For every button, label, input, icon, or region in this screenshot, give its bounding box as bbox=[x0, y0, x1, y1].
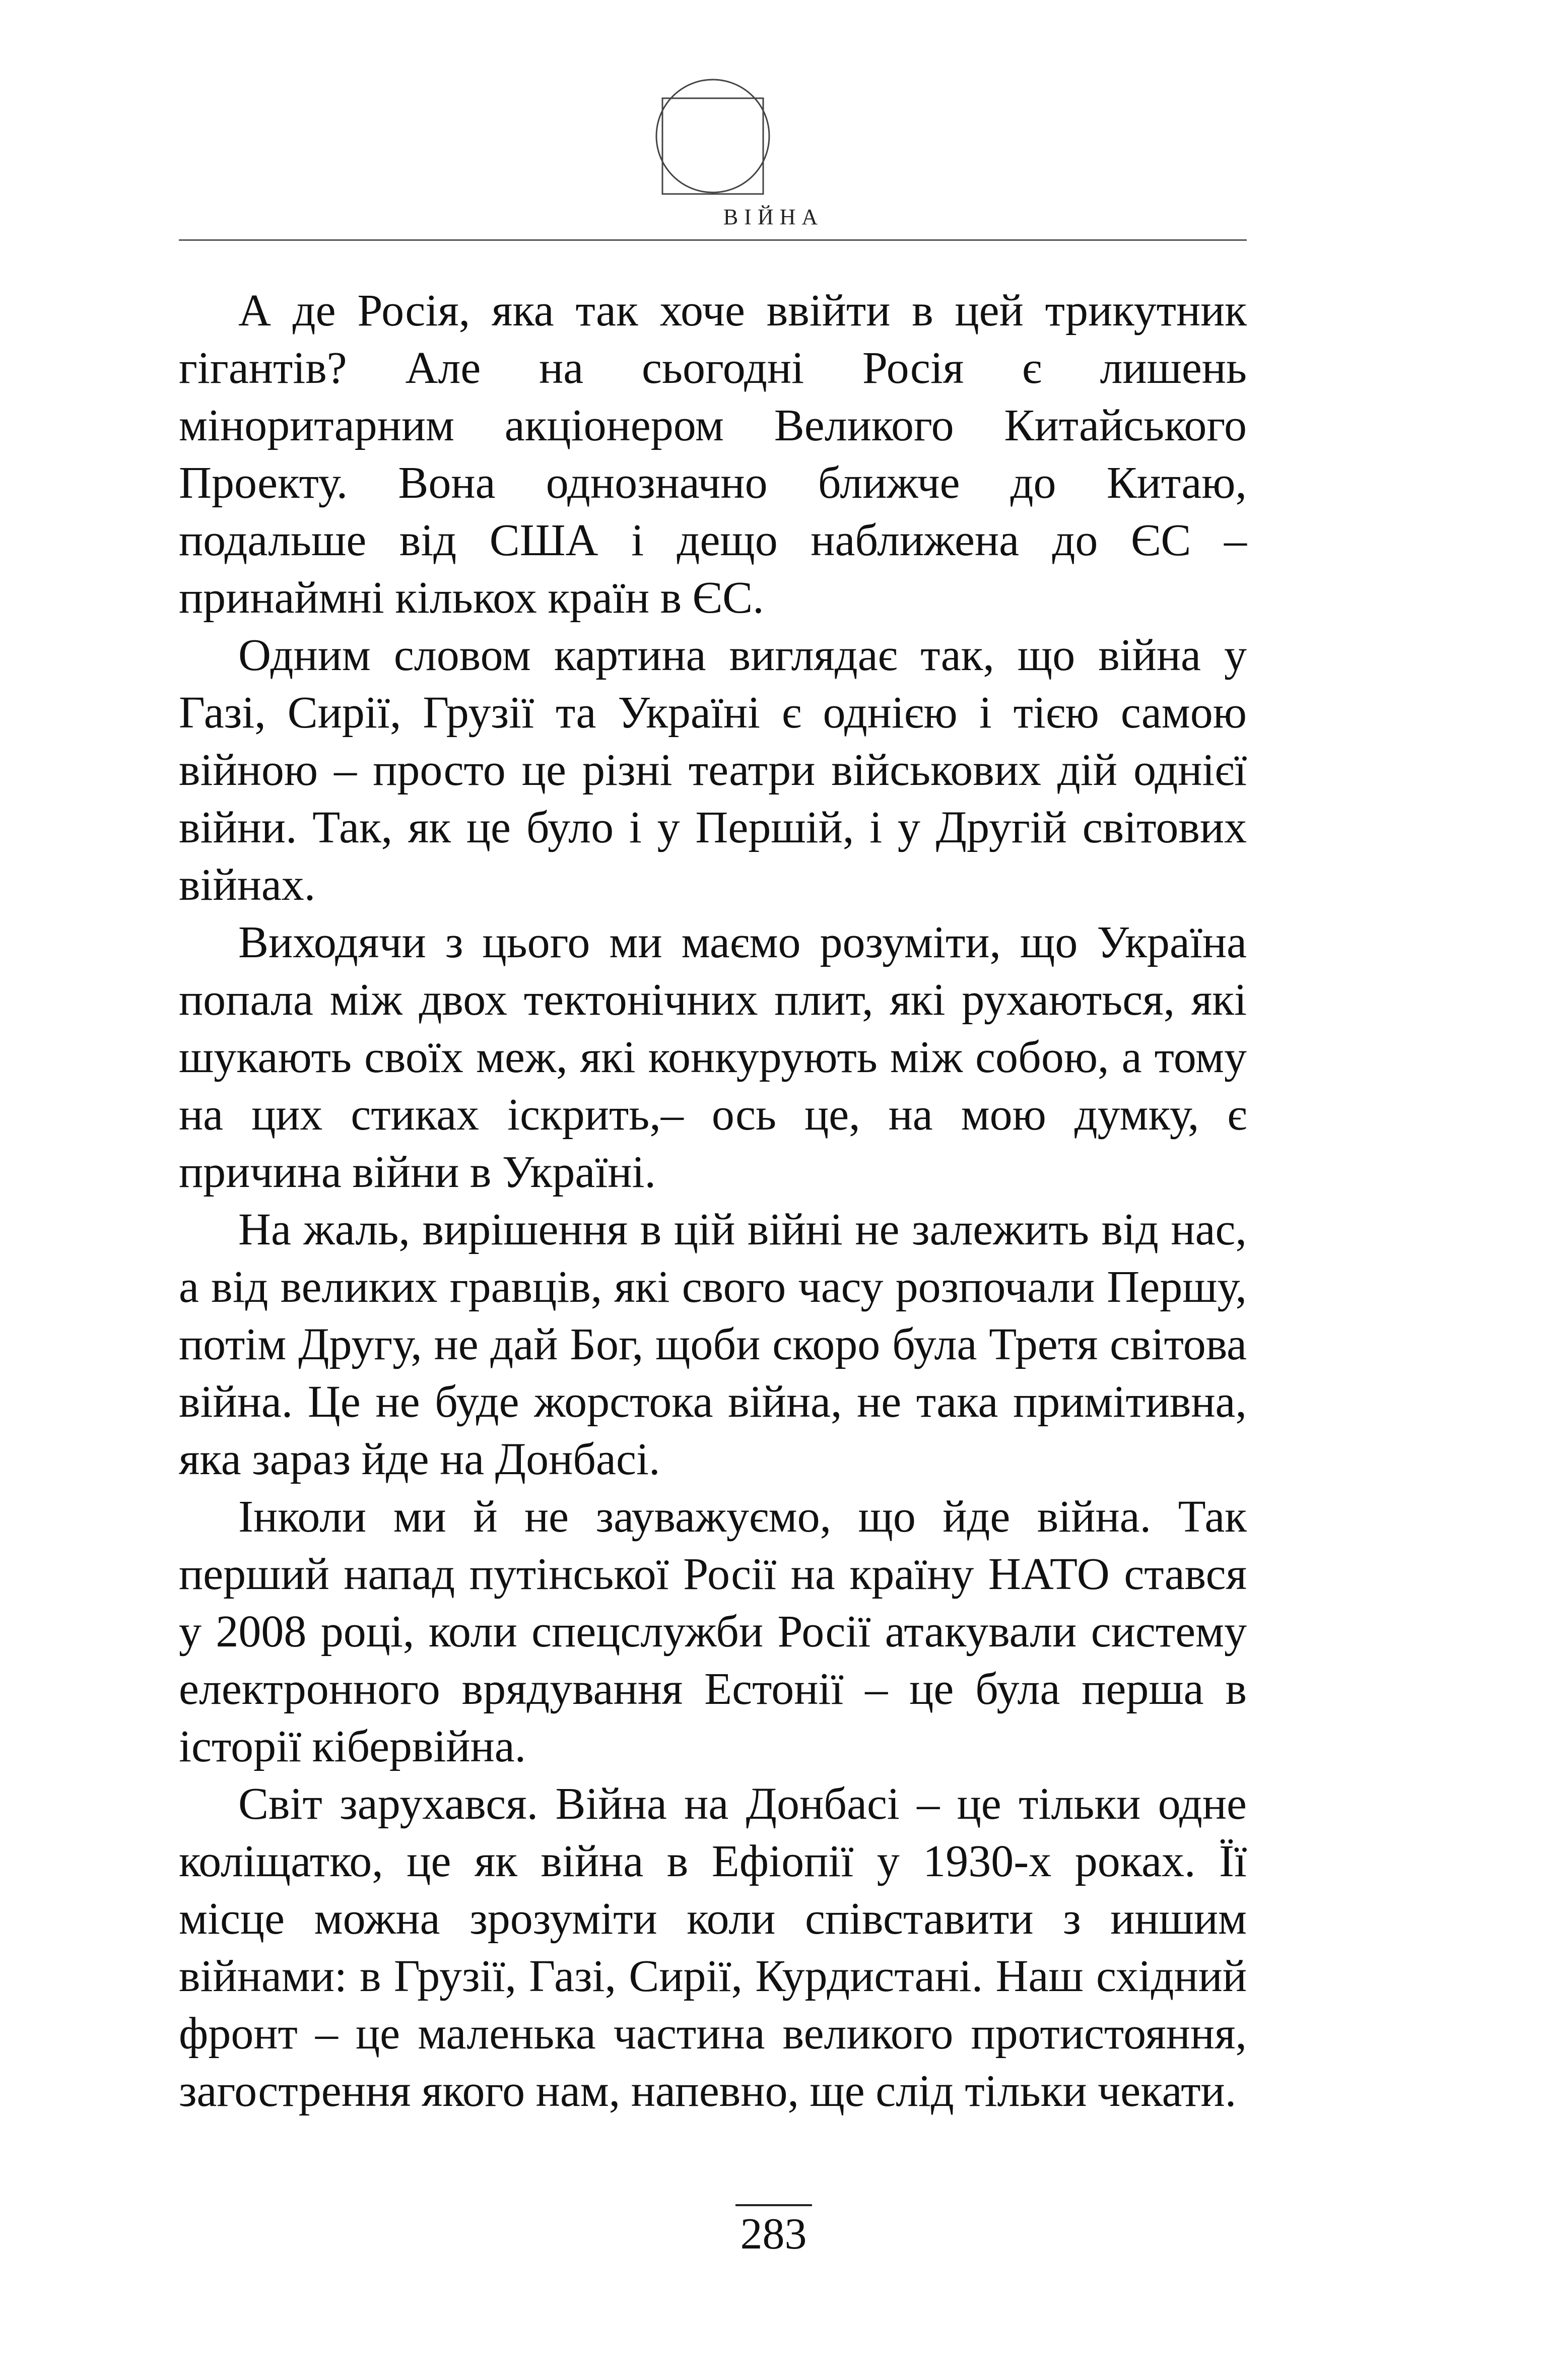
section-title: ВІЙНА bbox=[723, 205, 824, 229]
page-header bbox=[0, 0, 1547, 247]
page-footer bbox=[0, 2204, 1547, 2260]
paragraph-5: Інколи ми й не зауважуємо, що йде війна. Так перший напад путінської Росії на країну НАТО стався у 2008 році, коли спецслужби Росії атакували систему електронного врядування Естонії – це була перша в історії кібервійна. bbox=[179, 1492, 1247, 1771]
paragraph-4: На жаль, вирішення в цій війні не залежить від нас, а від великих гравців, які свого часу розпочали Першу, потім Другу, не дай Бог, щоби скоро була Третя світова війна. Це не буде жорстока війна, не така примітивна, яка зараз йде на Донбасі. bbox=[179, 1205, 1247, 1484]
paragraph-2: Одним словом картина виглядає так, що війна у Газі, Сирії, Грузії та Україні є однією і тією самою війною – просто це різні театри військових дій однієї війни. Так, як це було і у Першій, і у Другій світових війнах. bbox=[179, 630, 1247, 910]
page-number: 283 bbox=[735, 2204, 812, 2260]
paragraph-1: А де Росія, яка так хоче ввійти в цей трикутник гігантів? Але на сьогодні Росія є лишень міноритарним акціонером Великого Китайського Проекту. Вона однозначно ближче до Китаю, подальше від США і дещо наближена до ЄС – принаймні кількох країн в ЄС. bbox=[179, 286, 1247, 623]
paragraph-6: Світ зарухався. Війна на Донбасі – це тільки одне коліщатко, це як війна в Ефіопії у 1930-х роках. Її місце можна зрозуміти коли співставити з иншим війнами: в Грузії, Газі, Сирії, Курдистані. Наш східний фронт – це маленька частина великого протистояння, загострення якого нам, напевно, ще слід тільки чекати. bbox=[179, 1779, 1247, 2116]
circle-square-emblem-icon bbox=[652, 76, 773, 196]
header-divider bbox=[179, 239, 1247, 241]
page-body bbox=[179, 282, 1247, 2120]
paragraph-3: Виходячи з цього ми маємо розуміти, що Україна попала між двох тектонічних плит, які рухаються, які шукають своїх меж, які конкурують між собою, а тому на цих стиках іскрить,– ось це, на мою думку, є причина війни в Україні. bbox=[179, 917, 1247, 1197]
